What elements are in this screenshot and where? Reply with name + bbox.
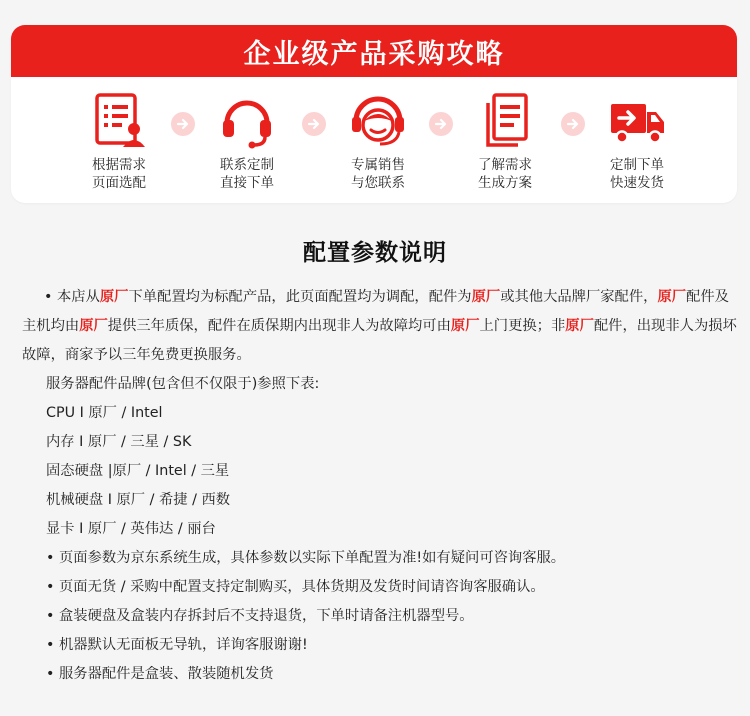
highlight-text: 原厂 bbox=[471, 289, 501, 305]
note-text: 服务器配件是盒装、散装随机发货 bbox=[58, 666, 274, 682]
note-item: • 机器默认无面板无导轨，详询客服谢谢! bbox=[46, 637, 308, 653]
highlight-text: 原厂 bbox=[565, 318, 594, 334]
headset-icon bbox=[216, 89, 278, 151]
step-fast-delivery bbox=[582, 89, 692, 192]
note-text: 页面无货 / 采购中配置支持定制购买，具体货期及发货时间请咨询客服确认。 bbox=[58, 579, 545, 595]
step-generate-plan bbox=[450, 89, 560, 192]
intro-text: 上门更换；非 bbox=[479, 318, 566, 334]
guide-title: 企业级产品采购攻略 bbox=[243, 38, 505, 70]
brand-row-ssd: 固态硬盘 |原厂 / Intel / 三星 bbox=[46, 463, 230, 479]
highlight-text: 原厂 bbox=[450, 318, 480, 334]
bullet: • bbox=[44, 289, 53, 305]
step-label: 定制下单 快速发货 bbox=[610, 157, 664, 191]
config-description bbox=[22, 283, 738, 689]
intro-text: 配件，出现非人为损坏故障，商家予以三年免费更换服务。 bbox=[22, 318, 737, 363]
intro-text: 配件及主机均由 bbox=[22, 289, 729, 334]
step-sales-contact bbox=[323, 89, 433, 192]
section-title: 配置参数说明 bbox=[303, 240, 447, 266]
procurement-steps bbox=[11, 77, 737, 203]
note-item: • 页面参数为京东系统生成，具体参数以实际下单配置为准!如有疑问可咨询客服。 bbox=[46, 550, 566, 566]
note-item: • 服务器配件是盒装、散装随机发货 bbox=[46, 666, 274, 682]
guide-banner bbox=[11, 25, 737, 77]
intro-text: 下单配置均为标配产品，此页面配置均为调配，配件为 bbox=[128, 289, 472, 305]
delivery-truck-icon bbox=[606, 89, 668, 151]
step-label: 联系定制 直接下单 bbox=[220, 157, 274, 191]
highlight-text: 原厂 bbox=[99, 289, 129, 305]
procurement-guide-card bbox=[11, 25, 737, 203]
document-user-icon bbox=[88, 89, 150, 151]
brands-title: 服务器配件品牌(包含但不仅限于)参照下表: bbox=[46, 376, 320, 392]
brand-row-cpu: CPU I 原厂 / Intel bbox=[46, 405, 163, 421]
step-select-config bbox=[64, 89, 174, 192]
customer-service-icon bbox=[347, 89, 409, 151]
step-label: 专属销售 与您联系 bbox=[351, 157, 405, 191]
brand-row-gpu: 显卡 I 原厂 / 英伟达 / 丽台 bbox=[46, 521, 216, 537]
step-contact-order bbox=[192, 89, 302, 192]
step-label: 了解需求 生成方案 bbox=[478, 157, 532, 191]
document-list-icon bbox=[474, 89, 536, 151]
intro-paragraph bbox=[22, 283, 738, 370]
step-label: 根据需求 页面选配 bbox=[92, 157, 146, 191]
highlight-text: 原厂 bbox=[657, 289, 687, 305]
brand-row-memory: 内存 I 原厂 / 三星 / SK bbox=[46, 434, 192, 450]
brand-row-hdd: 机械硬盘 I 原厂 / 希捷 / 西数 bbox=[46, 492, 231, 508]
note-text: 页面参数为京东系统生成，具体参数以实际下单配置为准!如有疑问可咨询客服。 bbox=[58, 550, 566, 566]
intro-text: 或其他大品牌厂家配件， bbox=[500, 289, 658, 305]
note-item: • 页面无货 / 采购中配置支持定制购买，具体货期及发货时间请咨询客服确认。 bbox=[46, 579, 545, 595]
intro-text: 本店从 bbox=[52, 289, 100, 305]
intro-text: 提供三年质保，配件在质保期内出现非人为故障均可由 bbox=[107, 318, 451, 334]
note-text: 机器默认无面板无导轨，详询客服谢谢! bbox=[58, 637, 308, 653]
note-text: 盒装硬盘及盒装内存拆封后不支持退货，下单时请备注机器型号。 bbox=[58, 608, 474, 624]
note-item: • 盒装硬盘及盒装内存拆封后不支持退货，下单时请备注机器型号。 bbox=[46, 608, 474, 624]
highlight-text: 原厂 bbox=[79, 318, 108, 334]
